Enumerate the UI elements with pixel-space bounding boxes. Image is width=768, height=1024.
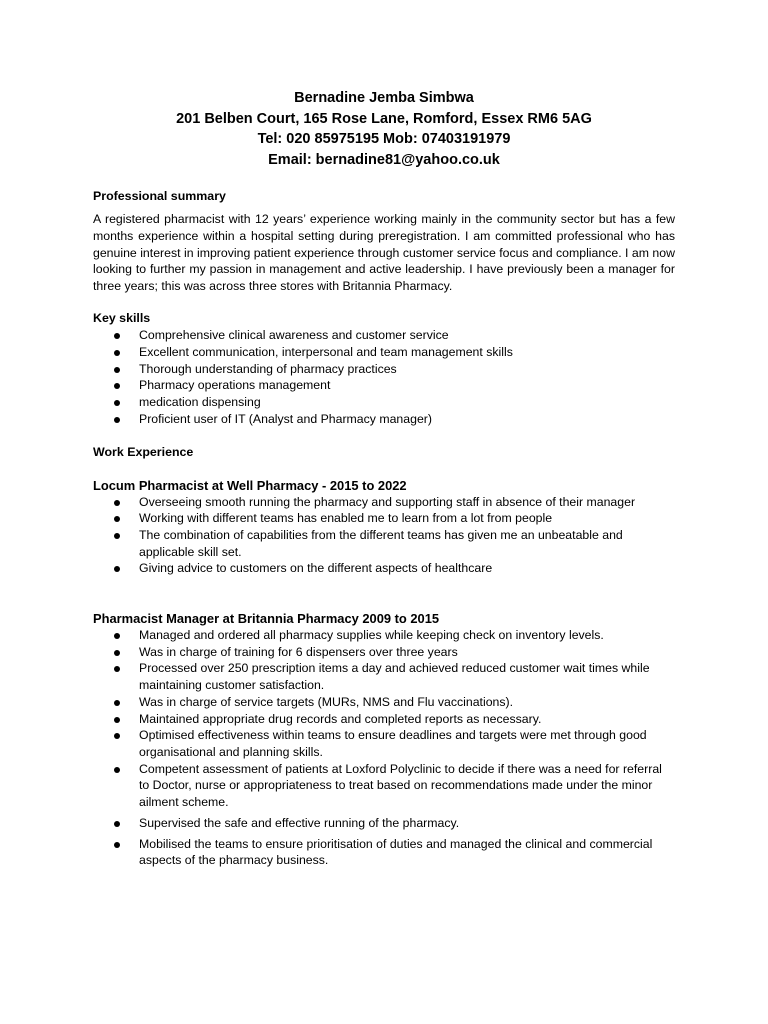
list-item: Pharmacy operations management <box>93 377 675 394</box>
list-item: Supervised the safe and effective running of the pharmacy. <box>93 815 675 832</box>
bullet-icon <box>114 842 120 848</box>
list-item: Excellent communication, interpersonal and team management skills <box>93 344 675 361</box>
list-item: Comprehensive clinical awareness and customer service <box>93 327 675 344</box>
job-duties-britannia <box>93 627 675 761</box>
bullet-icon <box>114 417 120 423</box>
experience-heading: Work Experience <box>93 444 194 459</box>
list-item: Processed over 250 prescription items a day and achieved reduced customer wait times while maintaining customer satisfaction. <box>93 660 675 693</box>
job-duties-well <box>93 494 675 578</box>
list-item: The combination of capabilities from the different teams has given me an unbeatable and applicable skill set. <box>93 527 675 560</box>
bullet-icon <box>114 633 120 639</box>
summary-heading: Professional summary <box>93 189 226 204</box>
bullet-icon <box>114 767 120 773</box>
list-item: Overseeing smooth running the pharmacy and supporting staff in absence of their manager <box>93 494 675 511</box>
list-item: Was in charge of service targets (MURs, NMS and Flu vaccinations). <box>93 694 675 711</box>
bullet-icon <box>114 516 120 522</box>
list-item: Thorough understanding of pharmacy practices <box>93 361 675 378</box>
bullet-icon <box>114 717 120 723</box>
cv-header <box>93 88 675 170</box>
list-item: Maintained appropriate drug records and completed reports as necessary. <box>93 711 675 728</box>
bullet-icon <box>114 821 120 827</box>
job-title-britannia: Pharmacist Manager at Britannia Pharmacy 2009 to 2015 <box>93 611 440 627</box>
cv-page <box>93 88 675 869</box>
bullet-icon <box>114 700 120 706</box>
candidate-address: 201 Belben Court, 165 Rose Lane, Romford, Essex RM6 5AG <box>176 110 592 127</box>
summary-text: A registered pharmacist with 12 years’ experience working mainly in the community sector but has a few months experience within a hospital setting during preregistration. I am committed professional who has genuine interest in improving patient experience through customer service focus and compliance. I am now looking to further my passion in management and active leadership. I have previously been a manager for three years; this was across three stores with Britannia Pharmacy. <box>93 212 675 293</box>
bullet-icon <box>114 566 120 572</box>
job-title-well: Locum Pharmacist at Well Pharmacy - 2015 to 2022 <box>93 477 407 493</box>
list-item: Giving advice to customers on the different aspects of healthcare <box>93 560 675 577</box>
candidate-name: Bernadine Jemba Simbwa <box>294 90 474 106</box>
candidate-email: Email: bernadine81@yahoo.co.uk <box>268 151 500 168</box>
bullet-icon <box>114 400 120 406</box>
bullet-icon <box>114 333 120 339</box>
list-item: Optimised effectiveness within teams to ensure deadlines and targets were met through good organisational and planning skills. <box>93 727 675 760</box>
list-item: Working with different teams has enabled me to learn from a lot from people <box>93 510 675 527</box>
skills-list <box>93 327 675 427</box>
bullet-icon <box>114 666 120 672</box>
bullet-icon <box>114 383 120 389</box>
list-item: Managed and ordered all pharmacy supplies while keeping check on inventory levels. <box>93 627 675 644</box>
skills-heading: Key skills <box>93 311 151 326</box>
bullet-icon <box>114 500 120 506</box>
bullet-icon <box>114 367 120 373</box>
candidate-phones: Tel: 020 85975195 Mob: 07403191979 <box>257 131 511 148</box>
list-item: Competent assessment of patients at Loxford Polyclinic to decide if there was a need for referral to Doctor, nurse or appropriateness to treat based on recommendations made under the minor ailment scheme. <box>93 761 675 811</box>
bullet-icon <box>114 533 120 539</box>
list-item: Mobilised the teams to ensure prioritisation of duties and managed the clinical and commercial aspects of the pharmacy business. <box>93 836 675 869</box>
list-item: Proficient user of IT (Analyst and Pharmacy manager) <box>93 411 675 428</box>
job-duties-britannia-continued <box>93 761 675 869</box>
list-item: Was in charge of training for 6 dispensers over three years <box>93 644 675 661</box>
bullet-icon <box>114 650 120 656</box>
bullet-icon <box>114 350 120 356</box>
list-item: medication dispensing <box>93 394 675 411</box>
bullet-icon <box>114 733 120 739</box>
